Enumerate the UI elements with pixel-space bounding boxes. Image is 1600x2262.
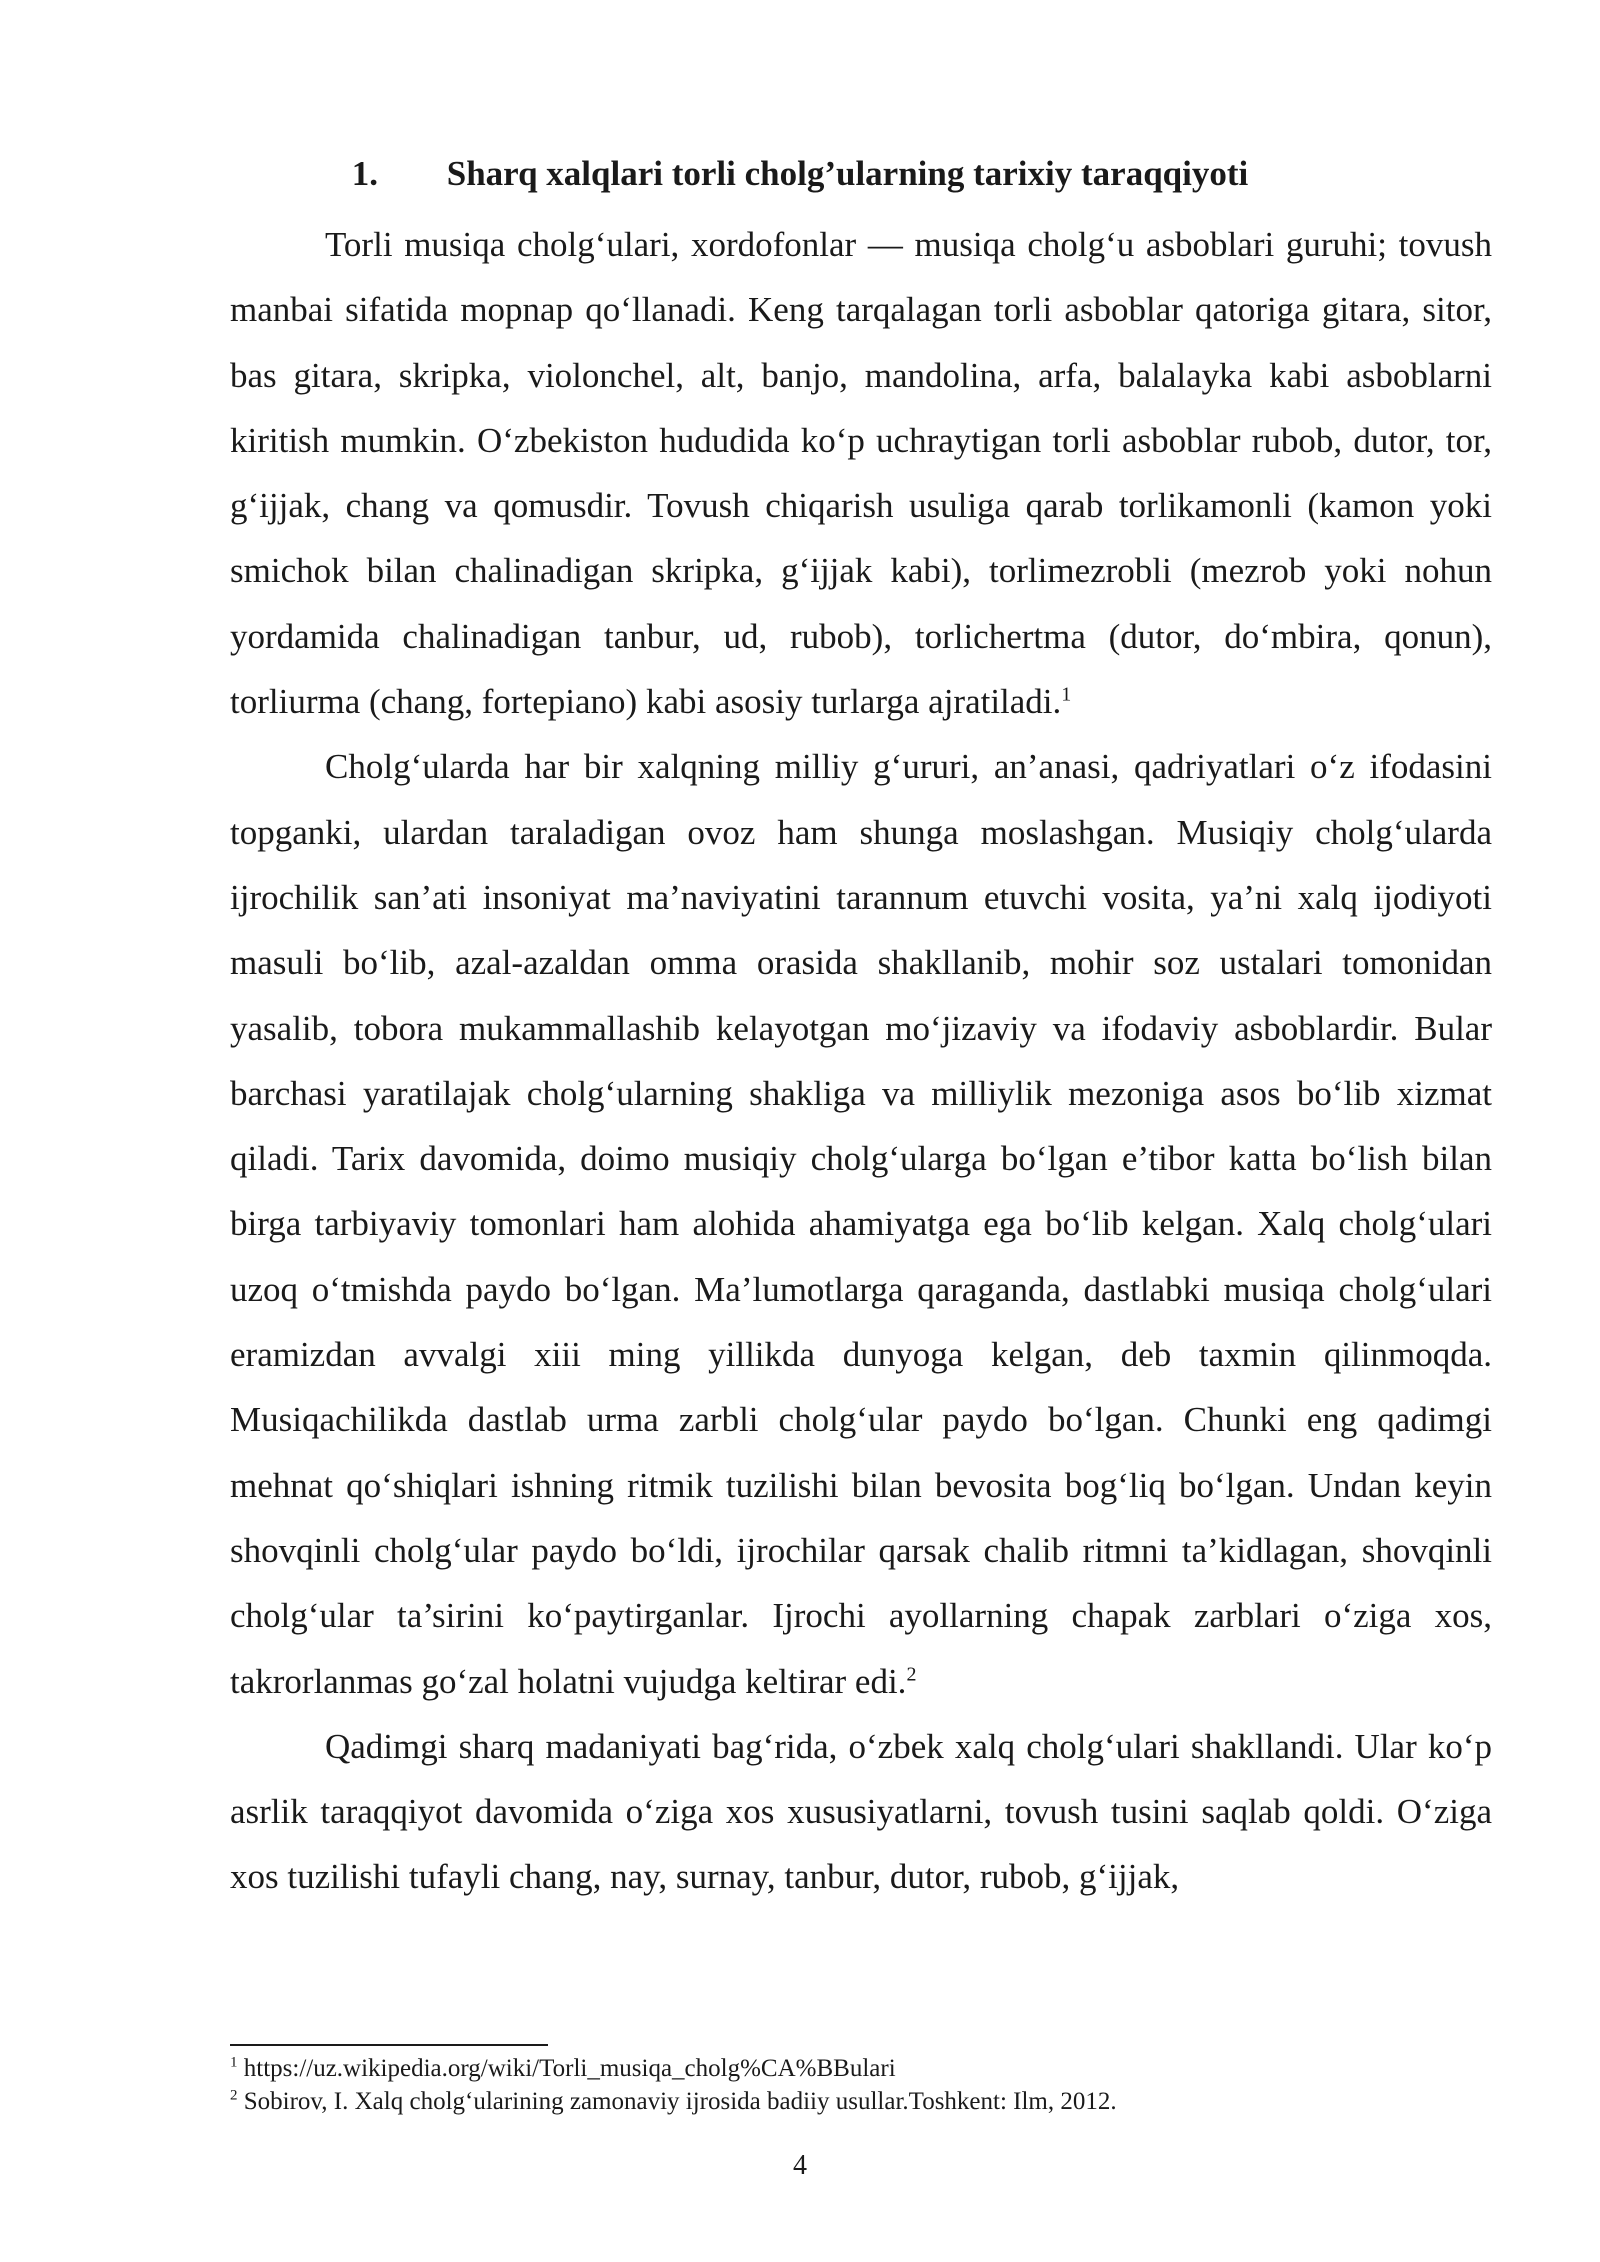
body-text [230, 212, 1492, 1910]
footnote-1 [230, 2052, 1492, 2085]
footnote-link[interactable]: https://uz.wikipedia.org/wiki/Torli_musiqa_cholg%CA%BBulari [243, 2055, 896, 2082]
paragraph-text: Qadimgi sharq madaniyati bag‘rida, o‘zbek xalq cholg‘ulari shakllandi. Ular ko‘p asrlik taraqqiyot davomida o‘ziga xos xususiyatlarni, tovush tusini saqlab qoldi. O‘ziga xos tuzilishi tufayli chang, nay, surnay, tanbur, dutor, rubob, g‘ijjak, [230, 1726, 1492, 1897]
footnote-number: 2 [230, 2087, 238, 2104]
footnote-2 [230, 2085, 1492, 2118]
footnote-ref[interactable]: 1 [1061, 683, 1072, 706]
paragraph-3 [230, 1714, 1492, 1910]
paragraph-text: Cholg‘ularda har bir xalqning milliy g‘ururi, an’anasi, qadriyatlari o‘z ifodasini topganki, ulardan taraladigan ovoz ham shunga moslashgan. Musiqiy cholg‘ularda ijrochilik san’ati insoniyat ma’naviyatini tarannum etuvchi vosita, ya’ni xalq ijodiyoti masuli bo‘lib, azal-azaldan omma orasida shakllanib, mohir soz ustalari tomonidan yasalib, tobora mukammallashib kelayotgan mo‘jizaviy va ifodaviy asboblardir. Bular barchasi yaratilajak cholg‘ularning shakliga va milliylik mezoniga asos bo‘lib xizmat qiladi. Tarix davomida, doimo musiqiy cholg‘ularga bo‘lgan e’tibor katta bo‘lish bilan birga tarbiyaviy tomonlari ham alohida ahamiyatga ega bo‘lib kelgan. Xalq cholg‘ulari uzoq o‘tmishda paydo bo‘lgan. Ma’lumotlarga qaraganda, dastlabki musiqa cholg‘ulari eramizdan avvalgi xiii ming yillikda dunyoga kelgan, deb taxmin qilinmoqda. Musiqachilikda dastlab urma zarbli cholg‘ular paydo bo‘lgan. Chunki eng qadimgi mehnat qo‘shiqlari ishning ritmik tuzilishi bilan bevosita bog‘liq bo‘lgan. Undan keyin shovqinli cholg‘ular paydo bo‘ldi, ijrochilar qarsak chalib ritmni ta’kidlagan, shovqinli cholg‘ular ta’sirini ko‘paytirganlar. Ijrochi ayollarning chapak zarblari o‘ziga xos, takrorlanmas go‘zal holatni vujudga keltirar edi. [230, 747, 1492, 1701]
footnote-divider [230, 2044, 548, 2046]
footnote-ref[interactable]: 2 [906, 1662, 917, 1685]
section-heading [0, 150, 1600, 198]
page-number: 4 [793, 2150, 807, 2181]
paragraph-text: Torli musiqa cholg‘ulari, xordofonlar — musiqa cholg‘u asboblari guruhi; tovush manbai sifatida mopnap qo‘llanadi. Keng tarqalagan torli asboblar qatoriga gitara, sitor, bas gitara, skripka, violonchel, alt, banjo, mandolina, arfa, balalayka kabi asboblarni kiritish mumkin. O‘zbekiston hududida ko‘p uchraytigan torli asboblar rubob, dutor, tor, g‘ijjak, chang va qomusdir. Tovush chiqarish usuliga qarab torlikamonli (kamon yoki smichok bilan chalinadigan skripka, g‘ijjak kabi), torlimezrobli (mezrob yoki nohun yordamida chalinadigan tanbur, ud, rubob), torlichertma (dutor, do‘mbira, qonun), torliurma (chang, fortepiano) kabi asosiy turlarga ajratiladi. [230, 225, 1492, 722]
section-number: 1. [351, 154, 378, 193]
paragraph-2 [230, 734, 1492, 1713]
footnote-text: Sobirov, I. Xalq cholg‘ularining zamonaviy ijrosida badiiy usullar.Toshkent: Ilm, 2012. [243, 2088, 1117, 2115]
footnote-number: 1 [230, 2054, 238, 2071]
paragraph-1 [230, 212, 1492, 734]
footnotes [230, 2052, 1492, 2118]
section-title: Sharq xalqlari torli cholg’ularning tarixiy taraqqiyoti [446, 154, 1249, 193]
